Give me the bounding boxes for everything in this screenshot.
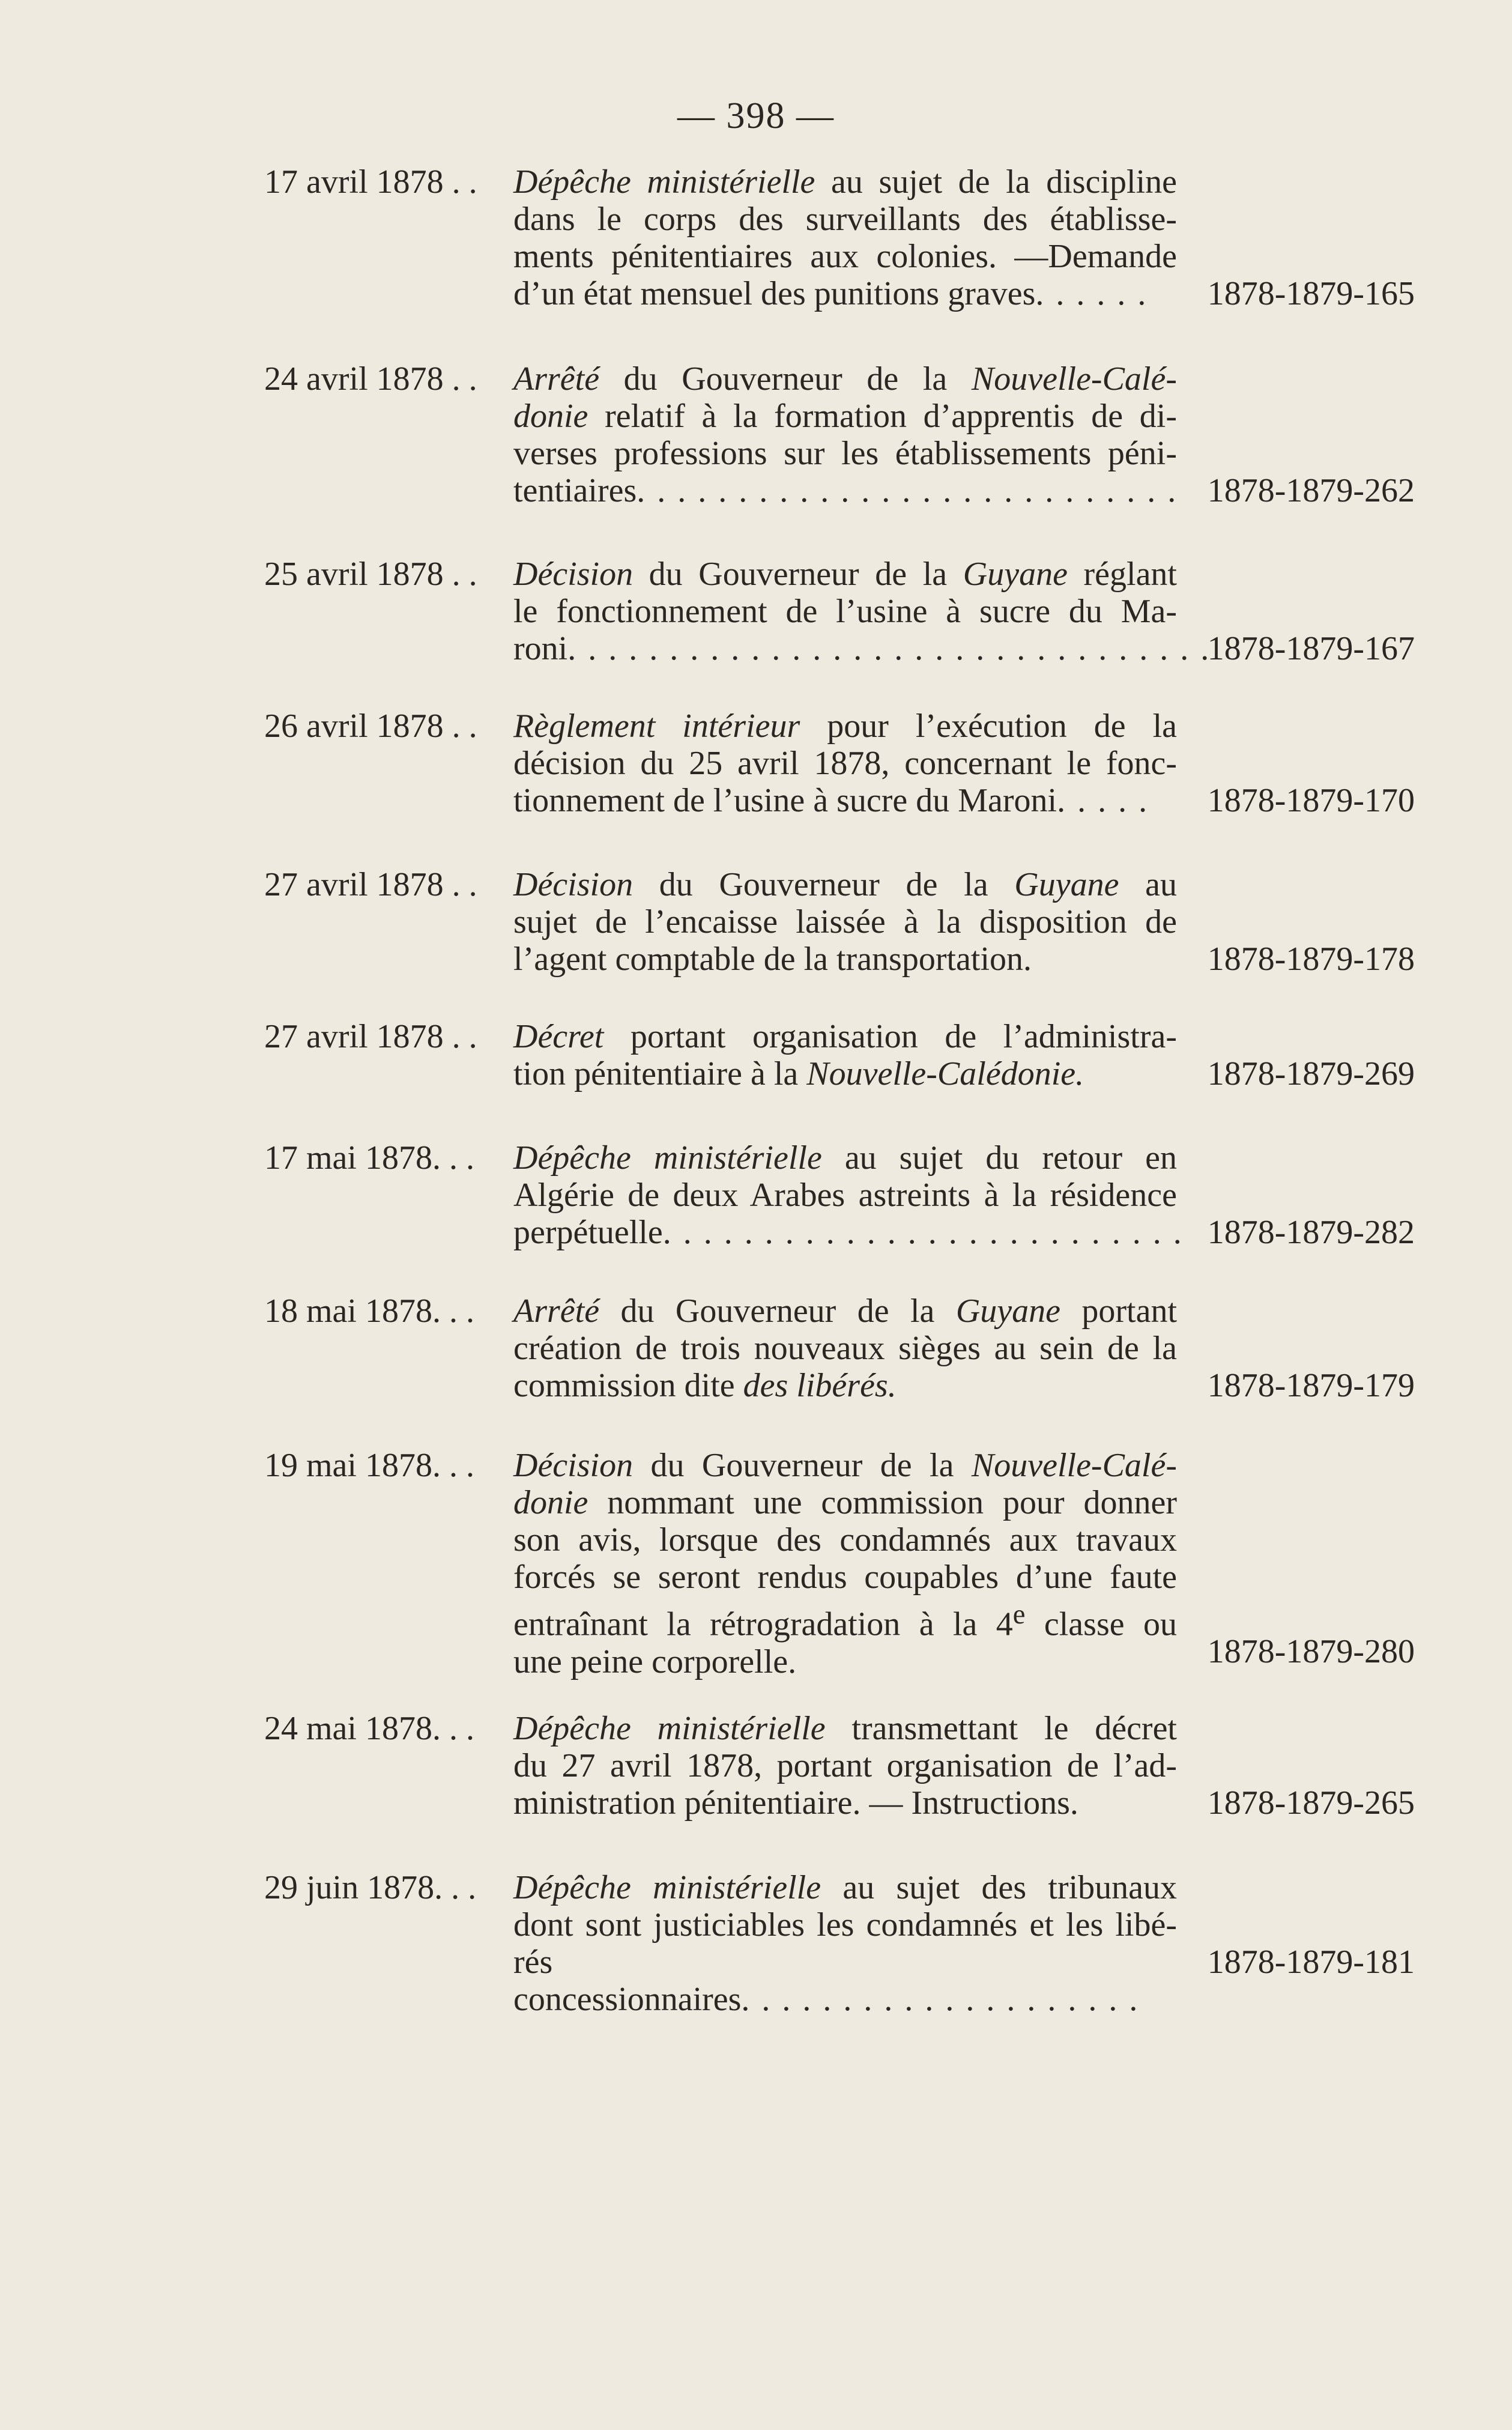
entry-reference: 1878-1879-181 — [1207, 1944, 1415, 1981]
description-line: dont sont justiciables les condamnés et les libé- — [513, 1906, 1177, 1944]
description-line: verses professions sur les établissements péni- — [513, 435, 1177, 472]
entry-reference: 1878-1879-282 — [1207, 1214, 1415, 1251]
entry-date: 18 mai 1878. . . — [264, 1292, 474, 1330]
description-last-line: roni. . . . . . . . . . . . . . . . . . . . . . . . . . . . . . . . — [513, 630, 1211, 667]
description-line: le fonctionnement de l’usine à sucre du Ma- — [513, 593, 1177, 630]
entry-date: 29 juin 1878. . . — [264, 1869, 477, 1906]
description-line: donie nommant une commission pour donner — [513, 1484, 1177, 1521]
entry-date: 27 avril 1878 . . — [264, 866, 477, 903]
description-line: Décision du Gouverneur de la Guyane au — [513, 866, 1178, 903]
description-line: Décret portant organisation de l’administra- — [513, 1018, 1177, 1055]
description-last-line: tionnement de l’usine à sucre du Maroni. . . . . — [513, 782, 1149, 819]
entry-reference: 1878-1879-178 — [1207, 941, 1415, 978]
entry-description — [513, 1869, 1177, 2018]
entry-description — [513, 1139, 1184, 1251]
entry-description — [513, 556, 1211, 667]
description-line: du 27 avril 1878, portant organisation de l’ad- — [513, 1747, 1177, 1784]
description-last-line: rés concessionnaires. . . . . . . . . . . . . . . . . . . . — [513, 1944, 1140, 2018]
entry-description — [513, 360, 1177, 509]
description-last-line: ministration pénitentiaire. — Instructions. — [513, 1784, 1078, 1822]
description-line: Dépêche ministérielle au sujet de la discipline — [513, 163, 1177, 201]
description-line: Décision du Gouverneur de la Nouvelle-Calé- — [513, 1447, 1177, 1484]
entry-description — [513, 163, 1177, 312]
description-line: création de trois nouveaux sièges au sein de la — [513, 1330, 1177, 1367]
description-line: sujet de l’encaisse laissée à la disposition de — [513, 903, 1177, 941]
description-line: Algérie de deux Arabes astreints à la résidence — [513, 1177, 1177, 1214]
entry-reference: 1878-1879-265 — [1207, 1784, 1415, 1822]
entry-description — [513, 866, 1177, 978]
description-line: Dépêche ministérielle au sujet des tribunaux — [513, 1869, 1178, 1906]
entry-reference: 1878-1879-170 — [1207, 782, 1415, 819]
entry-date: 24 avril 1878 . . — [264, 360, 477, 398]
entry-date: 24 mai 1878. . . — [264, 1710, 474, 1747]
entry-date: 25 avril 1878 . . — [264, 556, 477, 593]
description-last-line: commission dite des libérés. — [513, 1367, 897, 1404]
entry-reference: 1878-1879-179 — [1207, 1367, 1415, 1404]
entry-reference: 1878-1879-262 — [1207, 472, 1415, 509]
description-line: Règlement intérieur pour l’exécution de la — [513, 707, 1177, 745]
entry-description — [513, 1018, 1177, 1092]
description-line: donie relatif à la formation d’apprentis de di- — [513, 398, 1177, 435]
description-line: entraînant la rétrogradation à la 4e classe ou — [513, 1599, 1177, 1643]
description-line: dans le corps des surveillants des établisse- — [513, 201, 1177, 238]
entry-description — [513, 1710, 1177, 1822]
description-last-line: d’un état mensuel des punitions graves. . . . . . — [513, 275, 1148, 312]
description-line: Dépêche ministérielle transmettant le décret — [513, 1710, 1177, 1747]
description-last-line: une peine corporelle. — [513, 1643, 797, 1680]
entry-date: 19 mai 1878. . . — [264, 1447, 474, 1484]
entry-reference: 1878-1879-269 — [1207, 1055, 1415, 1092]
description-line: Dépêche ministérielle au sujet du retour en — [513, 1139, 1177, 1177]
description-last-line: tion pénitentiaire à la Nouvelle-Calédonie. — [513, 1055, 1084, 1092]
description-line: son avis, lorsque des condamnés aux travaux — [513, 1521, 1177, 1559]
description-line: décision du 25 avril 1878, concernant le fonc- — [513, 745, 1177, 782]
entry-date: 27 avril 1878 . . — [264, 1018, 477, 1055]
entry-date: 26 avril 1878 . . — [264, 707, 477, 745]
entry-reference: 1878-1879-165 — [1207, 275, 1415, 312]
description-last-line: tentiaires. . . . . . . . . . . . . . . . . . . . . . . . . . . — [513, 472, 1178, 509]
entry-date: 17 mai 1878. . . — [264, 1139, 474, 1177]
entry-reference: 1878-1879-280 — [1207, 1633, 1415, 1670]
description-line: ments pénitentiaires aux colonies. —Demande — [513, 238, 1177, 275]
entry-reference: 1878-1879-167 — [1207, 630, 1415, 667]
entry-description — [513, 707, 1177, 819]
entry-description — [513, 1447, 1177, 1680]
description-last-line: perpétuelle. . . . . . . . . . . . . . . . . . . . . . . . . . — [513, 1214, 1184, 1251]
description-line: Décision du Gouverneur de la Guyane réglant — [513, 556, 1177, 593]
entry-date: 17 avril 1878 . . — [264, 163, 477, 201]
description-line: forcés se seront rendus coupables d’une faute — [513, 1559, 1177, 1596]
description-line: Arrêté du Gouverneur de la Nouvelle-Calé- — [513, 360, 1177, 398]
entry-description — [513, 1292, 1177, 1404]
page-number: — 398 — — [677, 95, 835, 136]
description-last-line: l’agent comptable de la transportation. — [513, 941, 1032, 978]
description-line: Arrêté du Gouverneur de la Guyane portant — [513, 1292, 1177, 1330]
